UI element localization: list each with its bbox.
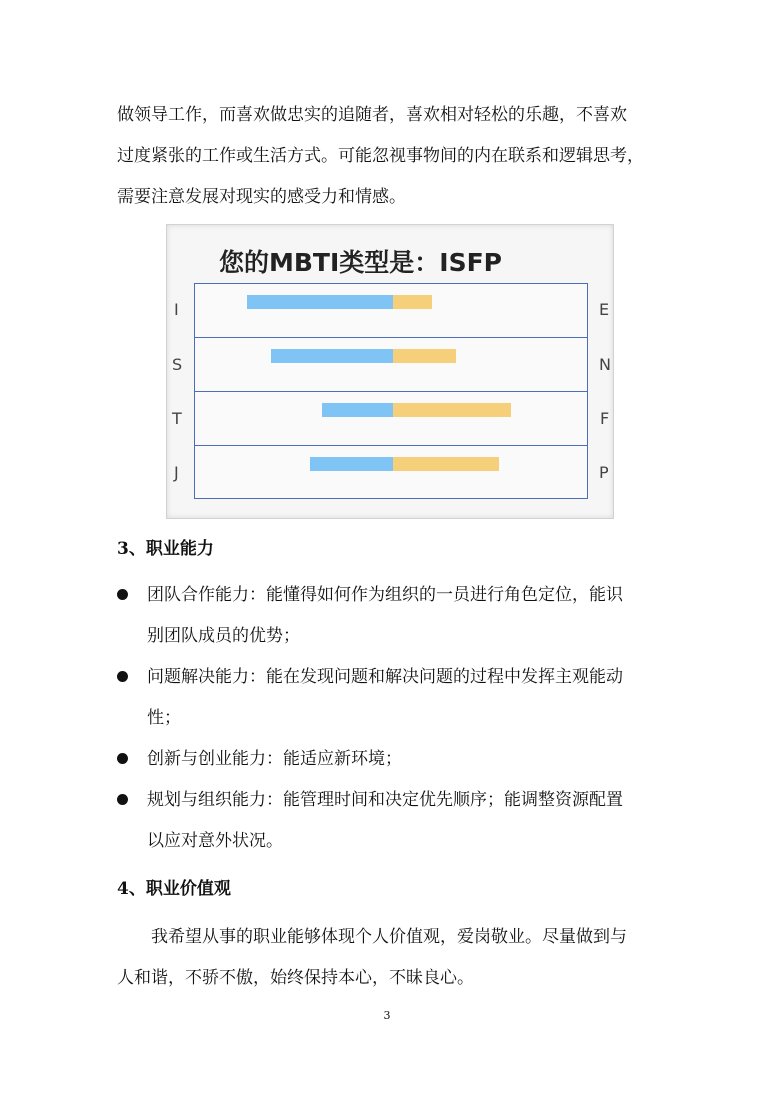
values-paragraph	[117, 917, 677, 999]
mbti-label-t: T	[172, 409, 182, 428]
bullet-problem-line-2: 性；	[147, 708, 181, 728]
intro-paragraph	[117, 95, 677, 218]
mbti-label-e: E	[599, 300, 610, 319]
mbti-bar-s	[271, 349, 393, 363]
mbti-bar-n	[393, 349, 456, 363]
section3-heading: 3、职业能力	[117, 539, 214, 559]
intro-line-3: 需要注意发展对现实的感受力和情感。	[117, 187, 406, 207]
mbti-result-figure	[166, 224, 614, 519]
mbti-bar-e	[393, 295, 432, 309]
bullet-problem-line-1: 问题解决能力：能在发现问题和解决问题的过程中发挥主观能动	[147, 667, 623, 687]
bullet-planning-line-1: 规划与组织能力：能管理时间和决定优先顺序；能调整资源配置	[147, 790, 623, 810]
mbti-label-s: S	[172, 355, 183, 374]
mbti-bar-p	[393, 457, 499, 471]
values-line-2: 人和谐，不骄不傲，始终保持本心，不昧良心。	[117, 968, 474, 988]
bullet-teamwork-line-2: 别团队成员的优势；	[147, 626, 300, 646]
bullet-dot	[117, 589, 128, 600]
bullet-teamwork-line-1: 团队合作能力：能懂得如何作为组织的一员进行角色定位，能识	[147, 585, 623, 605]
mbti-bar-j	[310, 457, 393, 471]
bullet-dot	[117, 794, 128, 805]
bullet-dot	[117, 671, 128, 682]
mbti-bar-f	[393, 403, 511, 417]
mbti-row-sn	[195, 337, 587, 392]
bullet-innovation-line-1: 创新与创业能力：能适应新环境；	[147, 749, 402, 769]
mbti-label-f: F	[600, 409, 610, 428]
mbti-row-ie	[195, 284, 587, 338]
mbti-label-p: P	[599, 463, 609, 482]
mbti-label-j: J	[174, 463, 179, 482]
mbti-row-tf	[195, 391, 587, 446]
mbti-bar-i	[247, 295, 393, 309]
mbti-label-i: I	[174, 300, 179, 319]
mbti-label-n: N	[599, 355, 611, 374]
section4-heading: 4、职业价值观	[117, 879, 231, 899]
mbti-row-jp	[195, 445, 587, 500]
bullet-planning-line-2: 以应对意外状况。	[147, 831, 283, 851]
intro-line-2: 过度紧张的工作或生活方式。可能忽视事物间的内在联系和逻辑思考，	[117, 146, 644, 166]
mbti-chart-frame	[194, 283, 588, 499]
bullet-dot	[117, 753, 128, 764]
page-number: 3	[383, 1009, 391, 1022]
intro-line-1: 做领导工作，而喜欢做忠实的追随者，喜欢相对轻松的乐趣，不喜欢	[117, 105, 627, 125]
values-line-1: 我希望从事的职业能够体现个人价值观，爱岗敬业。尽量做到与	[151, 927, 627, 947]
mbti-title: 您的MBTI类型是：ISFP	[219, 248, 502, 277]
mbti-bar-t	[322, 403, 393, 417]
